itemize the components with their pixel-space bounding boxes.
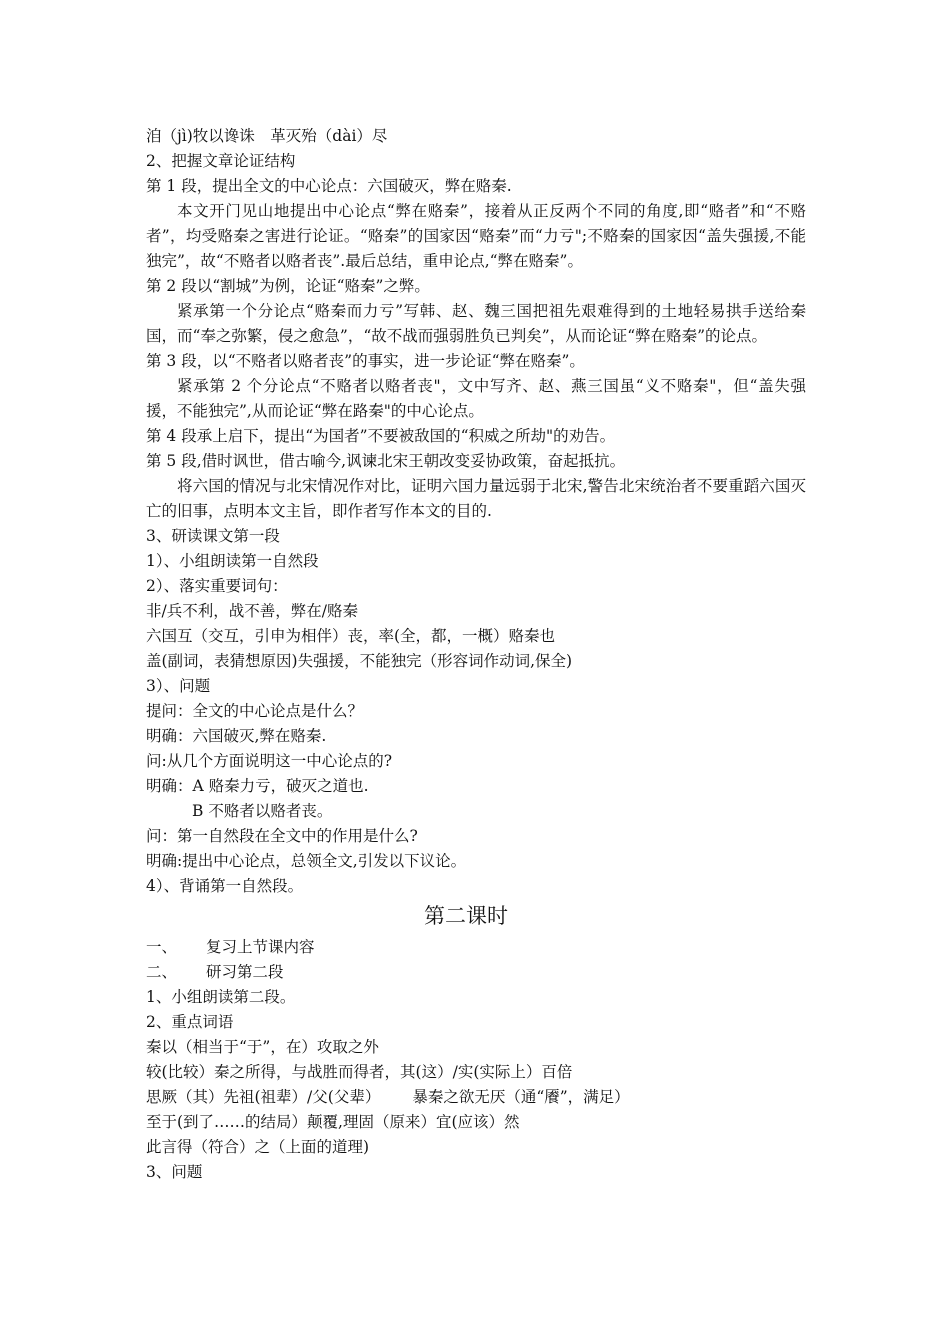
text-line: 洎（jì)牧以谗诛 革灭殆（dài）尽	[146, 127, 388, 145]
text-line: 此言得（符合）之（上面的道理)	[146, 1138, 370, 1156]
text-line: 第 3 段，以“不赂者以赂者丧”的事实，进一步论证“弊在赂秦”。	[146, 352, 585, 370]
section-heading-reading: 3、研读课文第一段	[146, 527, 280, 545]
text-line: 问:从几个方面说明这一中心论点的?	[146, 752, 393, 770]
paragraph: 将六国的情况与北宋情况作对比，证明六国力量远弱于北宋,警告北宋统治者不要重蹈六国灭亡的旧事，点明本文主旨，即作者写作本文的目的.	[146, 477, 806, 520]
text-line: 明确:提出中心论点，总领全文,引发以下议论。	[146, 852, 467, 870]
text-line: B 不赂者以赂者丧。	[192, 802, 333, 820]
text-line: 第 5 段,借时讽世，借古喻今,讽谏北宋王朝改变妥协政策，奋起抵抗。	[146, 452, 626, 470]
text-segment: 思厥（其）先祖(祖辈）/父(父辈）	[146, 1088, 381, 1106]
document-body	[146, 124, 806, 1185]
list-text: 研习第二段	[206, 963, 284, 981]
text-segment: 暴秦之欲无厌（通“餍”，满足）	[412, 1088, 630, 1106]
text-line: 盖(副词，表猜想原因)失强援，不能独完（形容词作动词,保全)	[146, 652, 573, 670]
text-line	[146, 1085, 806, 1110]
text-line: 1）、小组朗读第一自然段	[146, 552, 319, 570]
text-line: 3、问题	[146, 1163, 203, 1181]
text-line: 六国互（交互，引申为相伴）丧，率(全，都，一概）赂秦也	[146, 627, 556, 645]
lesson-heading: 第二课时	[424, 904, 508, 928]
list-number: 一、	[146, 938, 178, 956]
text-line: 第 2 段以“割城”为例，论证“赂秦”之弊。	[146, 277, 430, 295]
paragraph: 本文开门见山地提出中心论点“弊在赂秦”，接着从正反两个不同的角度,即“赂者”和“不赂者”，均受赂秦之害进行论证。“赂秦”的国家因“赂秦”而“力亏";不赂秦的国家因“盖失强援,不能独完”，故“不赂者以赂者丧”.最后总结，重申论点,“弊在赂秦”。	[146, 202, 806, 270]
text-line: 明确：六国破灭,弊在赂秦.	[146, 727, 327, 745]
list-number: 二、	[146, 963, 178, 981]
paragraph: 紧承第一个分论点“赂秦而力亏”写韩、赵、魏三国把祖先艰难得到的土地轻易拱手送给秦国，而“奉之弥繁，侵之愈急”，“故不战而强弱胜负已判矣”，从而论证“弊在赂秦”的论点。	[146, 302, 806, 345]
text-line: 非/兵不利，战不善，弊在/赂秦	[146, 602, 358, 620]
text-line: 2、重点词语	[146, 1013, 234, 1031]
text-line: 1、小组朗读第二段。	[146, 988, 296, 1006]
text-line: 提问：全文的中心论点是什么？	[146, 702, 364, 720]
text-line: 至于(到了……的结局）颠覆,理固（原来）宜(应该）然	[146, 1113, 520, 1131]
text-line: 明确：A 赂秦力亏，破灭之道也.	[146, 777, 369, 795]
text-line: 第 1 段，提出全文的中心论点：六国破灭，弊在赂秦.	[146, 177, 512, 195]
text-line: 4）、背诵第一自然段。	[146, 877, 304, 895]
text-line: 3）、问题	[146, 677, 211, 695]
text-line: 2）、落实重要词句：	[146, 577, 288, 595]
paragraph: 紧承第 2 个分论点“不赂者以赂者丧"，文中写齐、赵、燕三国虽“义不赂秦"，但“盖失强援，不能独完”,从而论证“弊在路秦"的中心论点。	[146, 377, 806, 420]
text-line: 第 4 段承上启下，提出“为国者”不要被敌国的“积威之所劫"的劝告。	[146, 427, 616, 445]
list-item	[146, 935, 806, 960]
list-item	[146, 960, 806, 985]
text-line: 问：第一自然段在全文中的作用是什么?	[146, 827, 418, 845]
list-text: 复习上节课内容	[206, 938, 315, 956]
section-heading-structure: 2、把握文章论证结构	[146, 152, 296, 170]
text-line: 较(比较）秦之所得，与战胜而得者，其(这）/实(实际上）百倍	[146, 1063, 573, 1081]
text-line: 秦以（相当于“于”，在）攻取之外	[146, 1038, 379, 1056]
